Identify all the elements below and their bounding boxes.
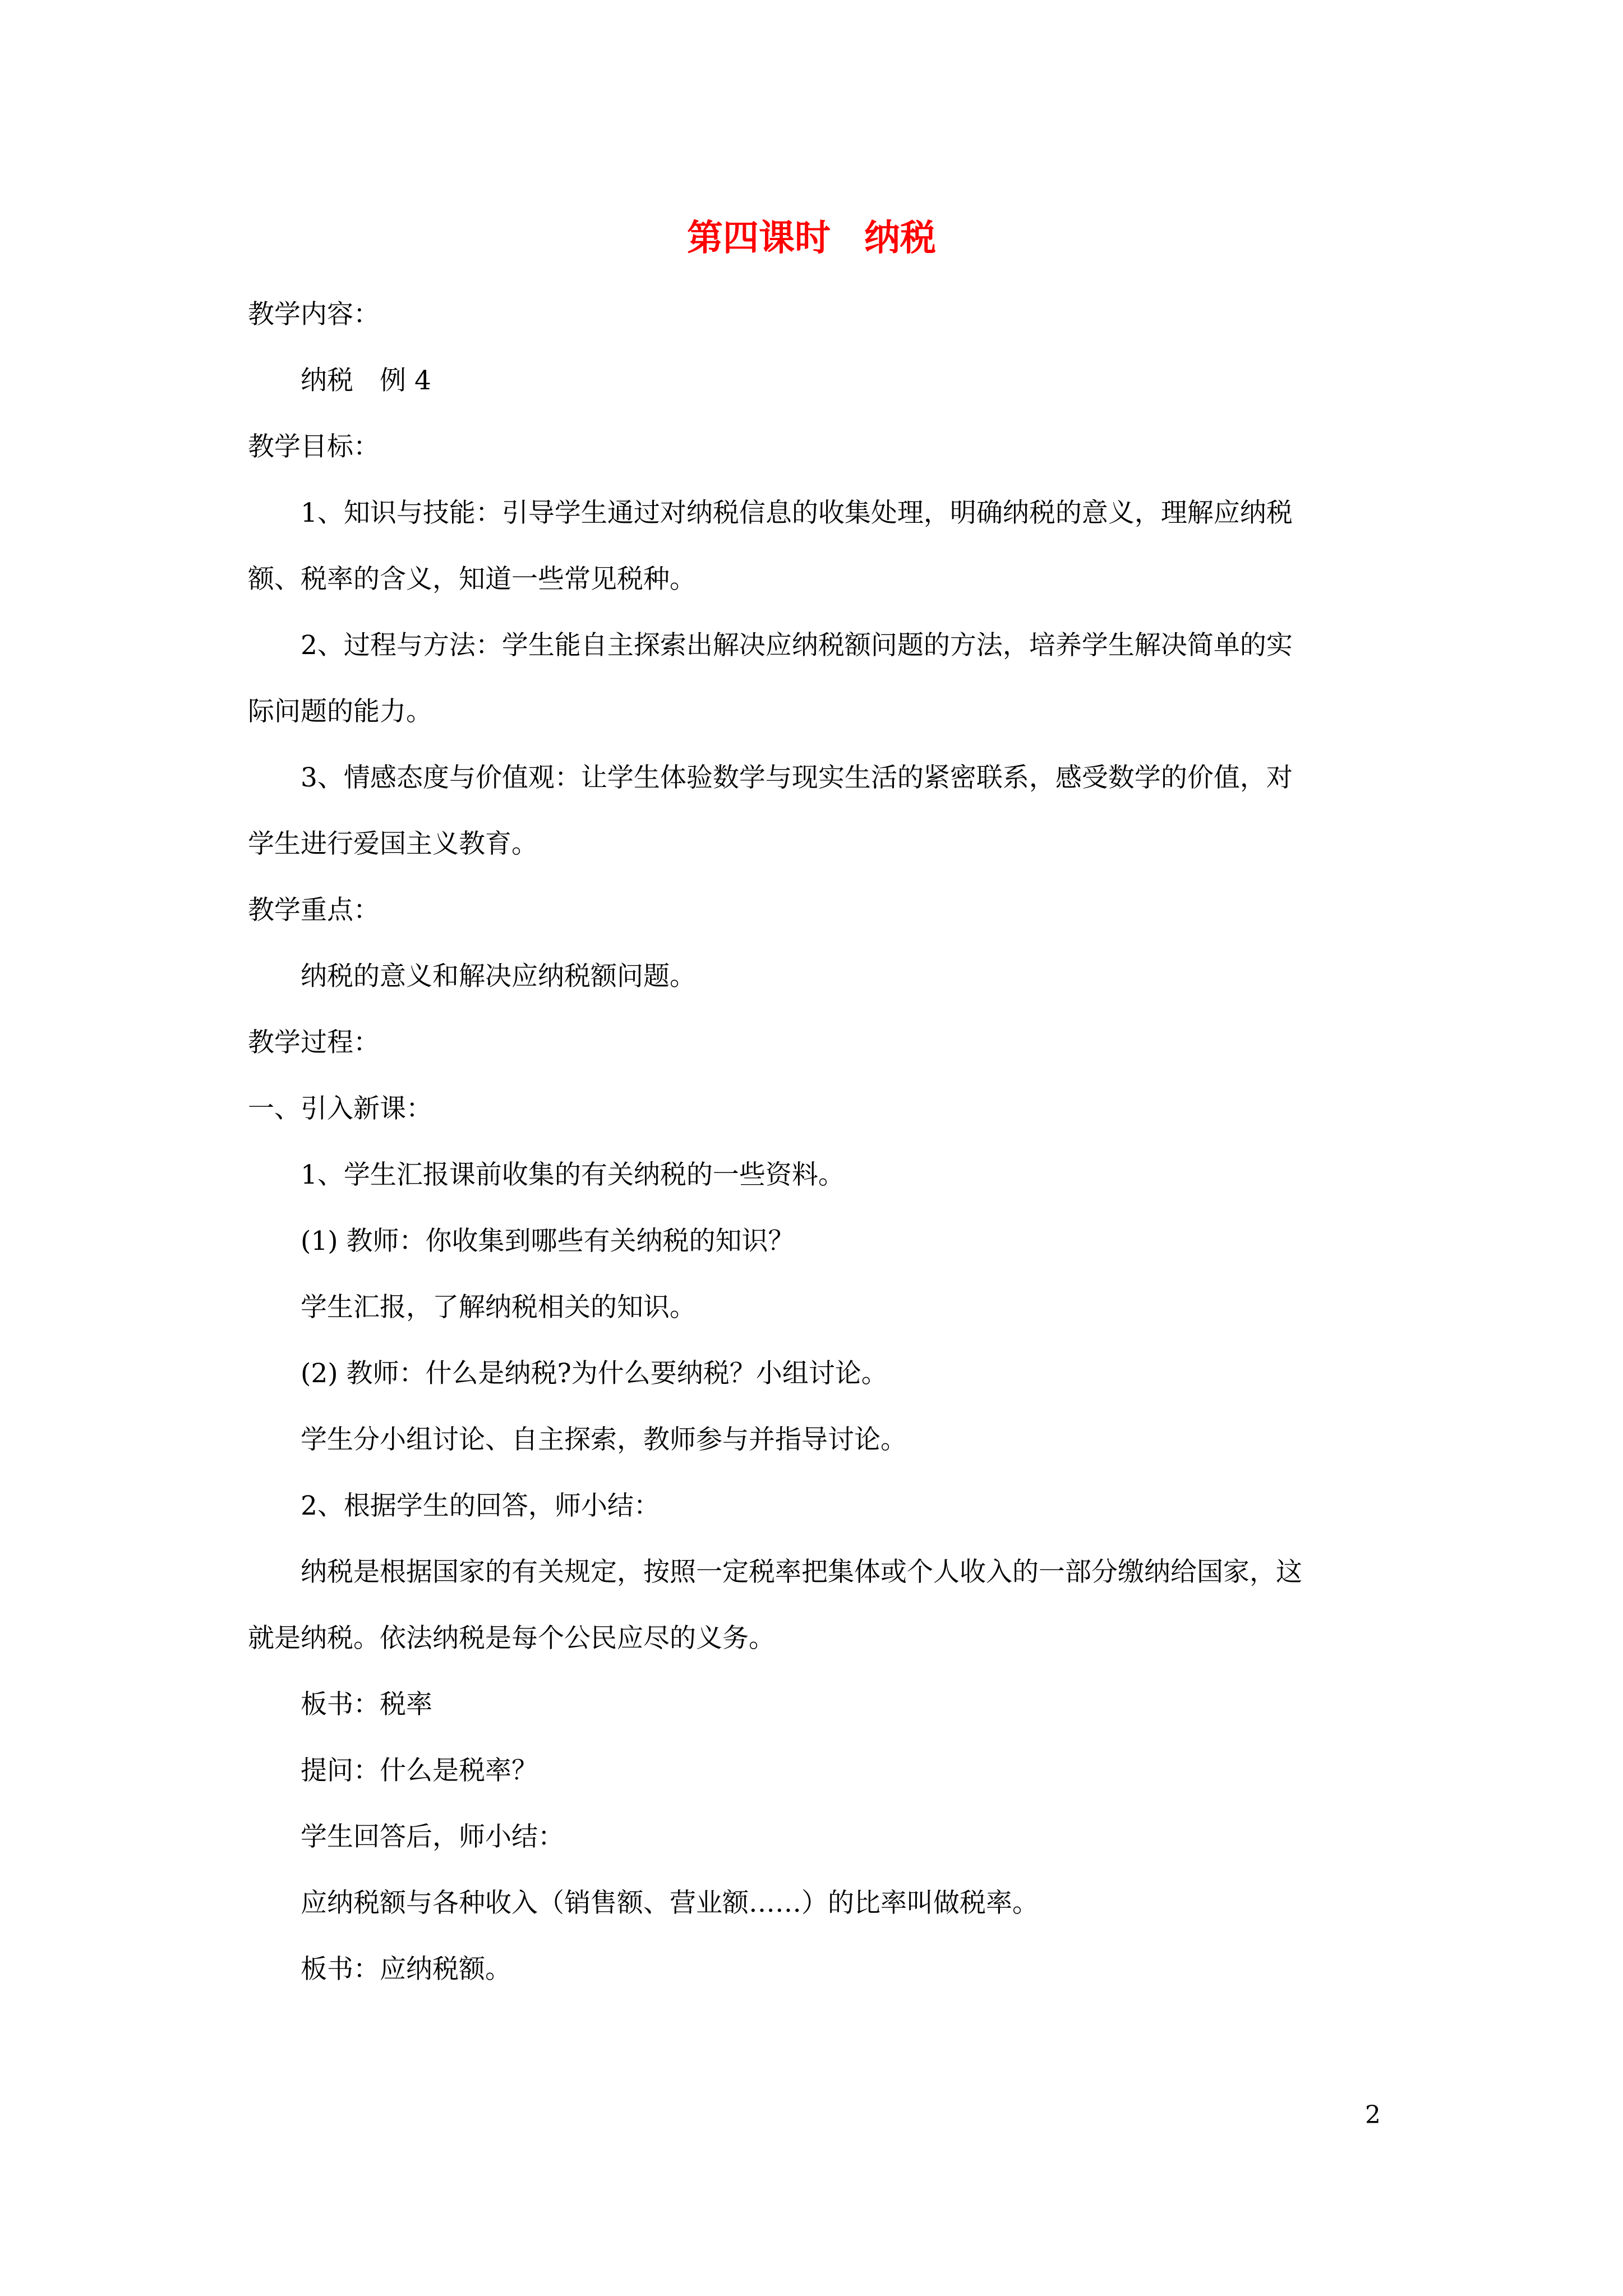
paragraph-goal-3-line-2: 学生进行爱国主义教育。	[248, 829, 538, 859]
paragraph-goal-1-line-1: 1、知识与技能：引导学生通过对纳税信息的收集处理，明确纳税的意义，理解应纳税	[301, 498, 1293, 528]
title-lesson-number: 第四课时	[687, 217, 831, 259]
heading-teaching-content: 教学内容：	[248, 299, 380, 330]
lesson-title	[0, 213, 1623, 264]
sub-step-2: (2) 教师：什么是纳税?为什么要纳税？小组讨论。	[301, 1358, 888, 1389]
definition-tax-rate: 应纳税额与各种收入（销售额、营业额……）的比率叫做税率。	[301, 1888, 1039, 1918]
definition-tax-line-1: 纳税是根据国家的有关规定，按照一定税率把集体或个人收入的一部分缴纳给国家，这	[301, 1557, 1302, 1588]
title-topic: 纳税	[864, 217, 936, 259]
paragraph-focus: 纳税的意义和解决应纳税额问题。	[301, 961, 696, 992]
heading-teaching-goals: 教学目标：	[248, 431, 380, 462]
step-2: 2、根据学生的回答，师小结：	[301, 1490, 660, 1521]
paragraph-goal-2-line-1: 2、过程与方法：学生能自主探索出解决应纳税额问题的方法，培养学生解决简单的实	[301, 630, 1293, 661]
paragraph-goal-2-line-2: 际问题的能力。	[248, 696, 432, 727]
paragraph-content-item: 纳税 例 4	[301, 365, 431, 396]
question-tax-rate: 提问：什么是税率？	[301, 1755, 538, 1786]
definition-tax-line-2: 就是纳税。依法纳税是每个公民应尽的义务。	[248, 1623, 775, 1654]
sub-step-1: (1) 教师：你收集到哪些有关纳税的知识？	[301, 1226, 795, 1257]
board-tax-amount: 板书：应纳税额。	[301, 1954, 511, 1985]
board-tax-rate: 板书：税率	[301, 1689, 432, 1720]
step-1: 1、学生汇报课前收集的有关纳税的一些资料。	[301, 1159, 845, 1190]
page-number: 2	[1365, 2101, 1381, 2129]
paragraph-goal-3-line-1: 3、情感态度与价值观：让学生体验数学与现实生活的紧密联系，感受数学的价值，对	[301, 762, 1293, 793]
paragraph-goal-1-line-2: 额、税率的含义，知道一些常见税种。	[248, 564, 696, 595]
heading-teaching-focus: 教学重点：	[248, 895, 380, 926]
student-report: 学生汇报，了解纳税相关的知识。	[301, 1292, 696, 1323]
group-discussion: 学生分小组讨论、自主探索，教师参与并指导讨论。	[301, 1424, 907, 1455]
teacher-summary: 学生回答后，师小结：	[301, 1821, 564, 1852]
heading-teaching-process: 教学过程：	[248, 1027, 380, 1058]
section-introduction: 一、引入新课：	[248, 1093, 432, 1124]
